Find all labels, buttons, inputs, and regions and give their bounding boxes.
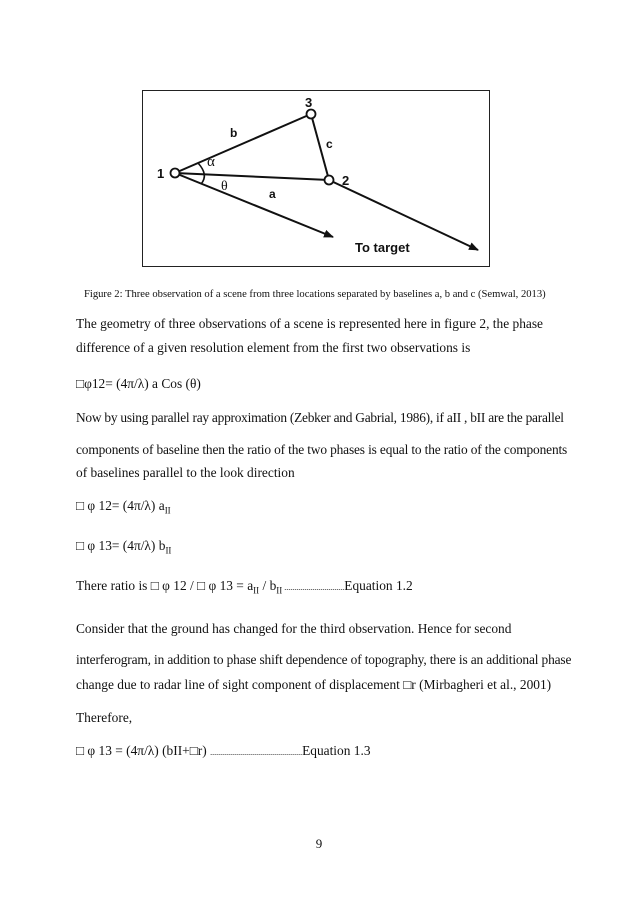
equation-phi-12-subscript: II xyxy=(164,505,171,516)
equation-phi-13 xyxy=(76,538,171,556)
point-1 xyxy=(171,169,180,178)
point-2 xyxy=(325,176,334,185)
baseline-b xyxy=(175,114,311,173)
equation-1-2 xyxy=(76,578,413,596)
equation-phi-13-main: □ φ 13= (4π/λ) b xyxy=(76,538,166,553)
paragraph-3-line-2: interferogram, in addition to phase shift dependence of topography, there is an additional phase xyxy=(76,652,572,667)
ray-from-1 xyxy=(175,173,333,237)
equation-1-2-leader-dots: .............................. xyxy=(282,583,345,592)
paragraph-2-line-1: Now by using parallel ray approximation (Zebker and Gabrial, 1986), if aII , bII are the parallel xyxy=(76,410,564,425)
ratio-subscript-a: II xyxy=(253,585,260,596)
paragraph-1-line-2: difference of a given resolution element from the first two observations is xyxy=(76,340,471,355)
paragraph-3-line-3: change due to radar line of sight component of displacement □r (Mirbagheri et al., 2001) xyxy=(76,677,552,692)
label-point-1: 1 xyxy=(157,166,165,181)
paragraph-2-line-3: of baselines parallel to the look direction xyxy=(76,465,295,480)
equation-1-3 xyxy=(76,743,371,759)
ratio-middle: / b xyxy=(259,578,277,593)
label-to-target: To target xyxy=(355,240,410,255)
equation-phi-12 xyxy=(76,498,171,516)
paragraph-2-line-2: components of baseline then the ratio of the two phases is equal to the ratio of the components xyxy=(76,442,568,457)
therefore-text: Therefore, xyxy=(76,710,133,725)
paragraph-1-line-1: The geometry of three observations of a scene is represented here in figure 2, the phase xyxy=(76,316,543,331)
label-theta: θ xyxy=(221,179,228,194)
equation-1-3-leader-dots: .............................................. xyxy=(210,748,303,757)
figure-2 xyxy=(142,90,490,267)
label-baseline-c: c xyxy=(326,137,333,151)
point-3 xyxy=(307,110,316,119)
label-baseline-a: a xyxy=(269,187,276,201)
equation-1-3-main: □ φ 13 = (4π/λ) (bII+□r) xyxy=(76,743,211,758)
label-baseline-b: b xyxy=(230,126,238,140)
page-number: 9 xyxy=(315,836,323,851)
equation-phase-difference: □φ12= (4π/λ) a Cos (θ) xyxy=(76,376,201,391)
baseline-a xyxy=(175,173,329,180)
ratio-subscript-b: II xyxy=(276,585,283,596)
label-point-3: 3 xyxy=(305,95,313,110)
figure-caption: Figure 2: Three observation of a scene from three locations separated by baselines a, b and c (Semwal, 2013) xyxy=(84,289,546,300)
paragraph-3-line-1: Consider that the ground has changed for the third observation. Hence for second xyxy=(76,621,512,636)
equation-phi-12-main: □ φ 12= (4π/λ) a xyxy=(76,498,165,513)
equation-phi-13-subscript: II xyxy=(165,545,172,556)
equation-1-2-label: Equation 1.2 xyxy=(344,578,413,593)
label-point-2: 2 xyxy=(342,173,350,188)
ratio-prefix: There ratio is □ φ 12 / □ φ 13 = a xyxy=(76,578,254,593)
label-alpha: α xyxy=(207,154,215,170)
baseline-diagram xyxy=(143,91,489,266)
equation-1-3-label: Equation 1.3 xyxy=(302,743,371,758)
